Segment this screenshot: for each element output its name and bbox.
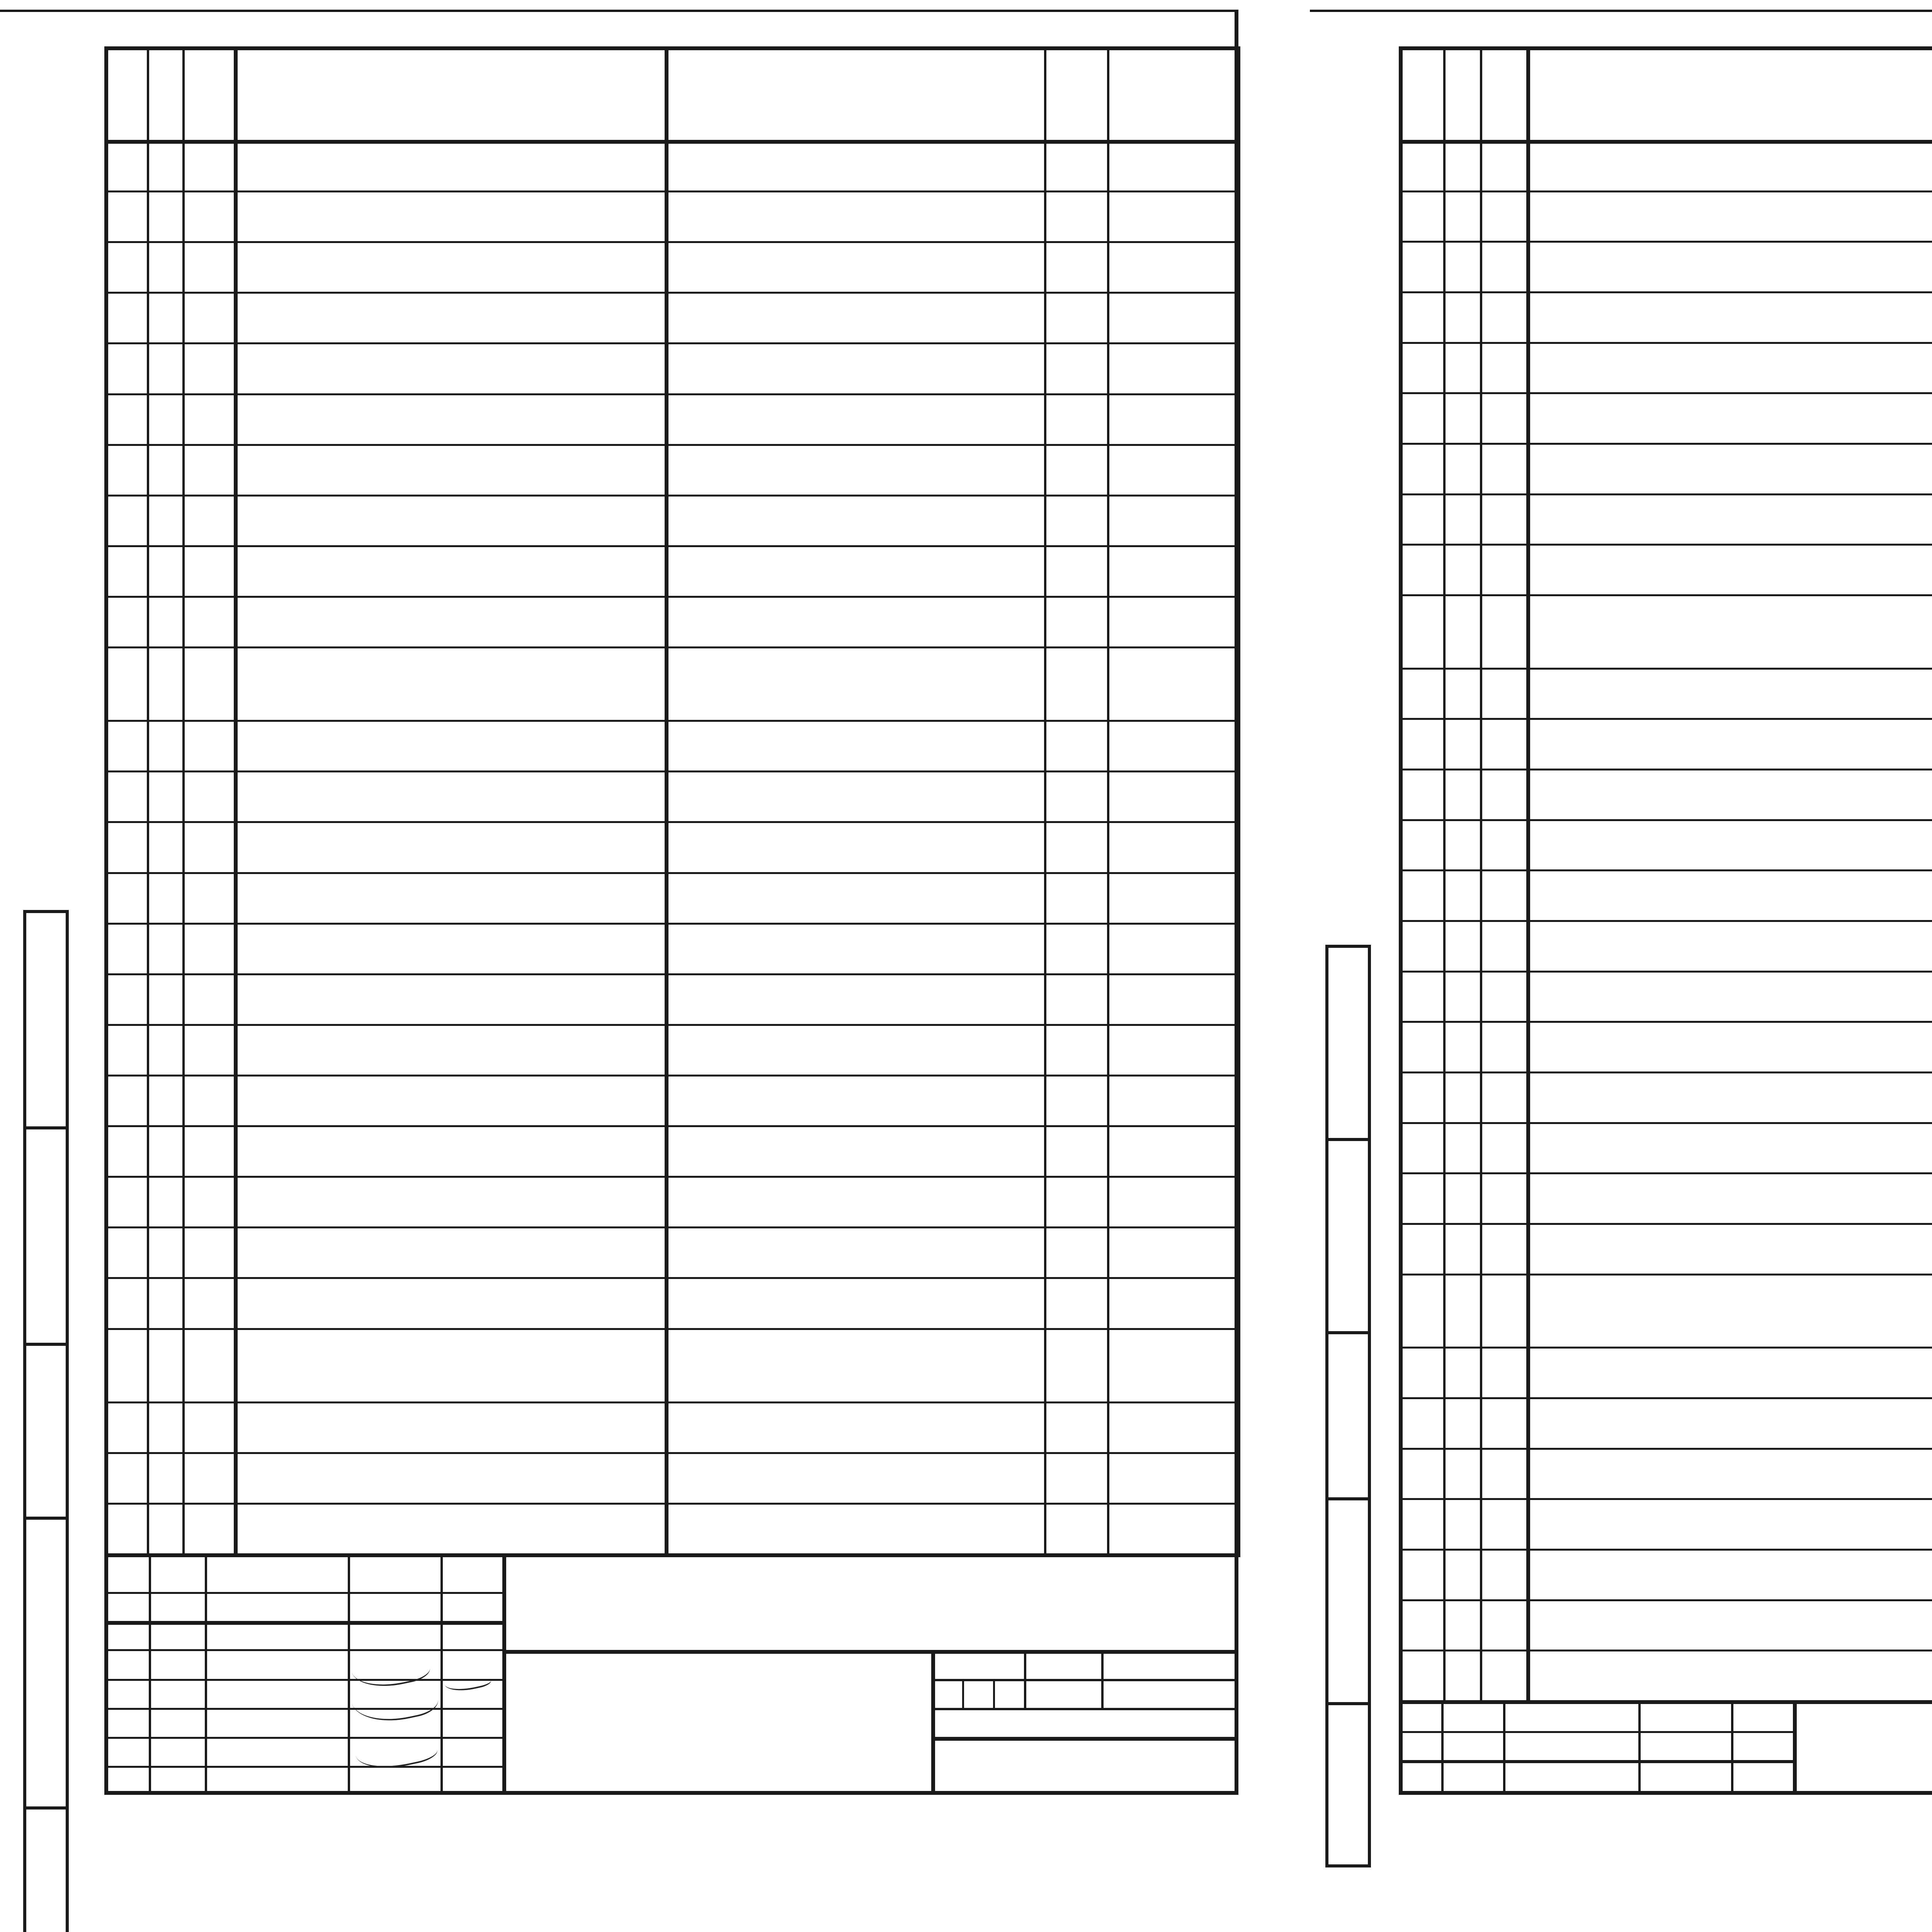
left-frame-right	[1235, 12, 1238, 1795]
left-frame-left	[104, 46, 108, 1793]
lit-row-line	[931, 1679, 1236, 1681]
column-line	[1443, 46, 1446, 1700]
row-line	[104, 923, 1240, 925]
row-line	[1399, 769, 1932, 770]
row-line	[104, 342, 1240, 344]
row-line	[104, 190, 1240, 192]
column-line	[1044, 46, 1046, 1553]
row-line	[1399, 920, 1932, 922]
row-line	[104, 1503, 1240, 1505]
title-grid-col	[1638, 1700, 1641, 1793]
column-line	[665, 46, 668, 1553]
lit-bottom-line	[931, 1737, 1236, 1741]
row-line	[1399, 241, 1932, 243]
title-grid-col	[1503, 1700, 1505, 1793]
row-line	[1399, 1650, 1932, 1651]
side-stamp-divider	[23, 1126, 69, 1129]
side-stamp-divider	[23, 1517, 69, 1520]
row-line	[1399, 1021, 1932, 1023]
row-line	[1399, 1223, 1932, 1225]
row-line	[1399, 1549, 1932, 1551]
row-line	[104, 1277, 1240, 1279]
row-line	[104, 821, 1240, 823]
side-stamp-divider	[1325, 1331, 1371, 1334]
title-grid-row	[1399, 1731, 1793, 1733]
row-line	[104, 393, 1240, 395]
side-stamp-mid	[66, 910, 69, 1932]
row-line	[1399, 190, 1932, 192]
row-line	[104, 1401, 1240, 1403]
side-stamp-divider	[1325, 1497, 1371, 1500]
side-stamp-left	[1325, 945, 1328, 1864]
row-line	[1399, 1498, 1932, 1500]
title-grid-col	[348, 1553, 350, 1793]
lit-col	[1024, 1650, 1026, 1708]
row-line	[1399, 594, 1932, 596]
row-line	[1399, 1172, 1932, 1174]
row-line	[104, 241, 1240, 243]
row-line	[1399, 493, 1932, 495]
lit-sub-col	[962, 1679, 964, 1708]
column-line	[234, 46, 238, 1553]
side-stamp-divider	[1325, 1138, 1371, 1141]
side-stamp-divider	[23, 1806, 69, 1810]
row-line	[104, 1226, 1240, 1228]
column-line	[1107, 46, 1109, 1553]
row-line	[104, 444, 1240, 446]
side-stamp-divider	[1325, 1864, 1371, 1867]
signature-mark	[443, 1668, 492, 1695]
side-stamp-mid	[1368, 945, 1371, 1864]
right-page-top-edge	[1310, 10, 1932, 12]
side-stamp-divider	[1325, 945, 1371, 948]
title-grid-col	[1731, 1700, 1733, 1793]
side-stamp-left	[23, 910, 26, 1932]
column-line	[147, 46, 149, 1553]
row-line	[104, 1125, 1240, 1127]
row-line	[1399, 342, 1932, 344]
row-line	[104, 973, 1240, 975]
side-stamp-divider	[23, 910, 69, 913]
row-line	[104, 495, 1240, 497]
row-line	[104, 720, 1240, 722]
column-line	[1480, 46, 1482, 1700]
header-bottom-border	[1399, 140, 1932, 144]
side-stamp-divider	[23, 1343, 69, 1346]
column-line	[1526, 46, 1530, 1700]
row-line	[104, 1024, 1240, 1026]
row-line	[1399, 1122, 1932, 1124]
right-frame-left	[1399, 46, 1403, 1793]
row-line	[104, 770, 1240, 772]
row-line	[1399, 291, 1932, 293]
header-bottom-border	[104, 140, 1240, 144]
row-line	[104, 1075, 1240, 1077]
row-line	[104, 1328, 1240, 1330]
title-grid-col	[440, 1553, 443, 1793]
row-line	[104, 872, 1240, 874]
row-line	[1399, 971, 1932, 973]
row-line	[1399, 819, 1932, 821]
lit-col	[1101, 1650, 1104, 1708]
signature-mark	[353, 1727, 439, 1776]
row-line	[104, 596, 1240, 598]
row-line	[104, 1176, 1240, 1178]
row-line	[1399, 869, 1932, 871]
row-line	[104, 292, 1240, 294]
table-top-border	[104, 46, 1240, 50]
title-code-divider	[502, 1650, 1236, 1654]
side-stamp-divider	[1325, 1702, 1371, 1705]
title-grid-col	[205, 1553, 207, 1793]
lit-sub-col	[993, 1679, 995, 1708]
title-grid-col	[1793, 1700, 1797, 1793]
row-line	[1399, 1347, 1932, 1349]
row-line	[104, 545, 1240, 547]
right-frame-bottom	[1399, 1791, 1932, 1795]
column-line	[182, 46, 185, 1553]
row-line	[1399, 1448, 1932, 1450]
table-bottom-border	[1399, 1700, 1932, 1704]
row-line	[104, 646, 1240, 648]
row-line	[1399, 1397, 1932, 1399]
row-line	[1399, 443, 1932, 445]
title-grid-strong	[1399, 1760, 1793, 1763]
row-line	[1399, 1274, 1932, 1276]
title-grid-col	[1399, 1700, 1401, 1793]
title-grid-col	[1441, 1700, 1444, 1793]
row-line	[1399, 392, 1932, 394]
title-product-divider	[931, 1650, 935, 1793]
left-frame-bottom	[104, 1791, 1238, 1795]
table-top-border	[1399, 46, 1932, 50]
row-line	[1399, 1071, 1932, 1073]
row-line	[1399, 718, 1932, 720]
left-page-top-edge	[0, 10, 1238, 12]
title-grid-col	[104, 1553, 107, 1793]
lit-row-line	[931, 1708, 1236, 1710]
row-line	[104, 1452, 1240, 1454]
title-grid-col	[149, 1553, 151, 1793]
row-line	[1399, 668, 1932, 670]
row-line	[1399, 1599, 1932, 1601]
table-bottom-border	[104, 1553, 1240, 1557]
title-grid-col	[502, 1553, 506, 1793]
row-line	[1399, 544, 1932, 546]
